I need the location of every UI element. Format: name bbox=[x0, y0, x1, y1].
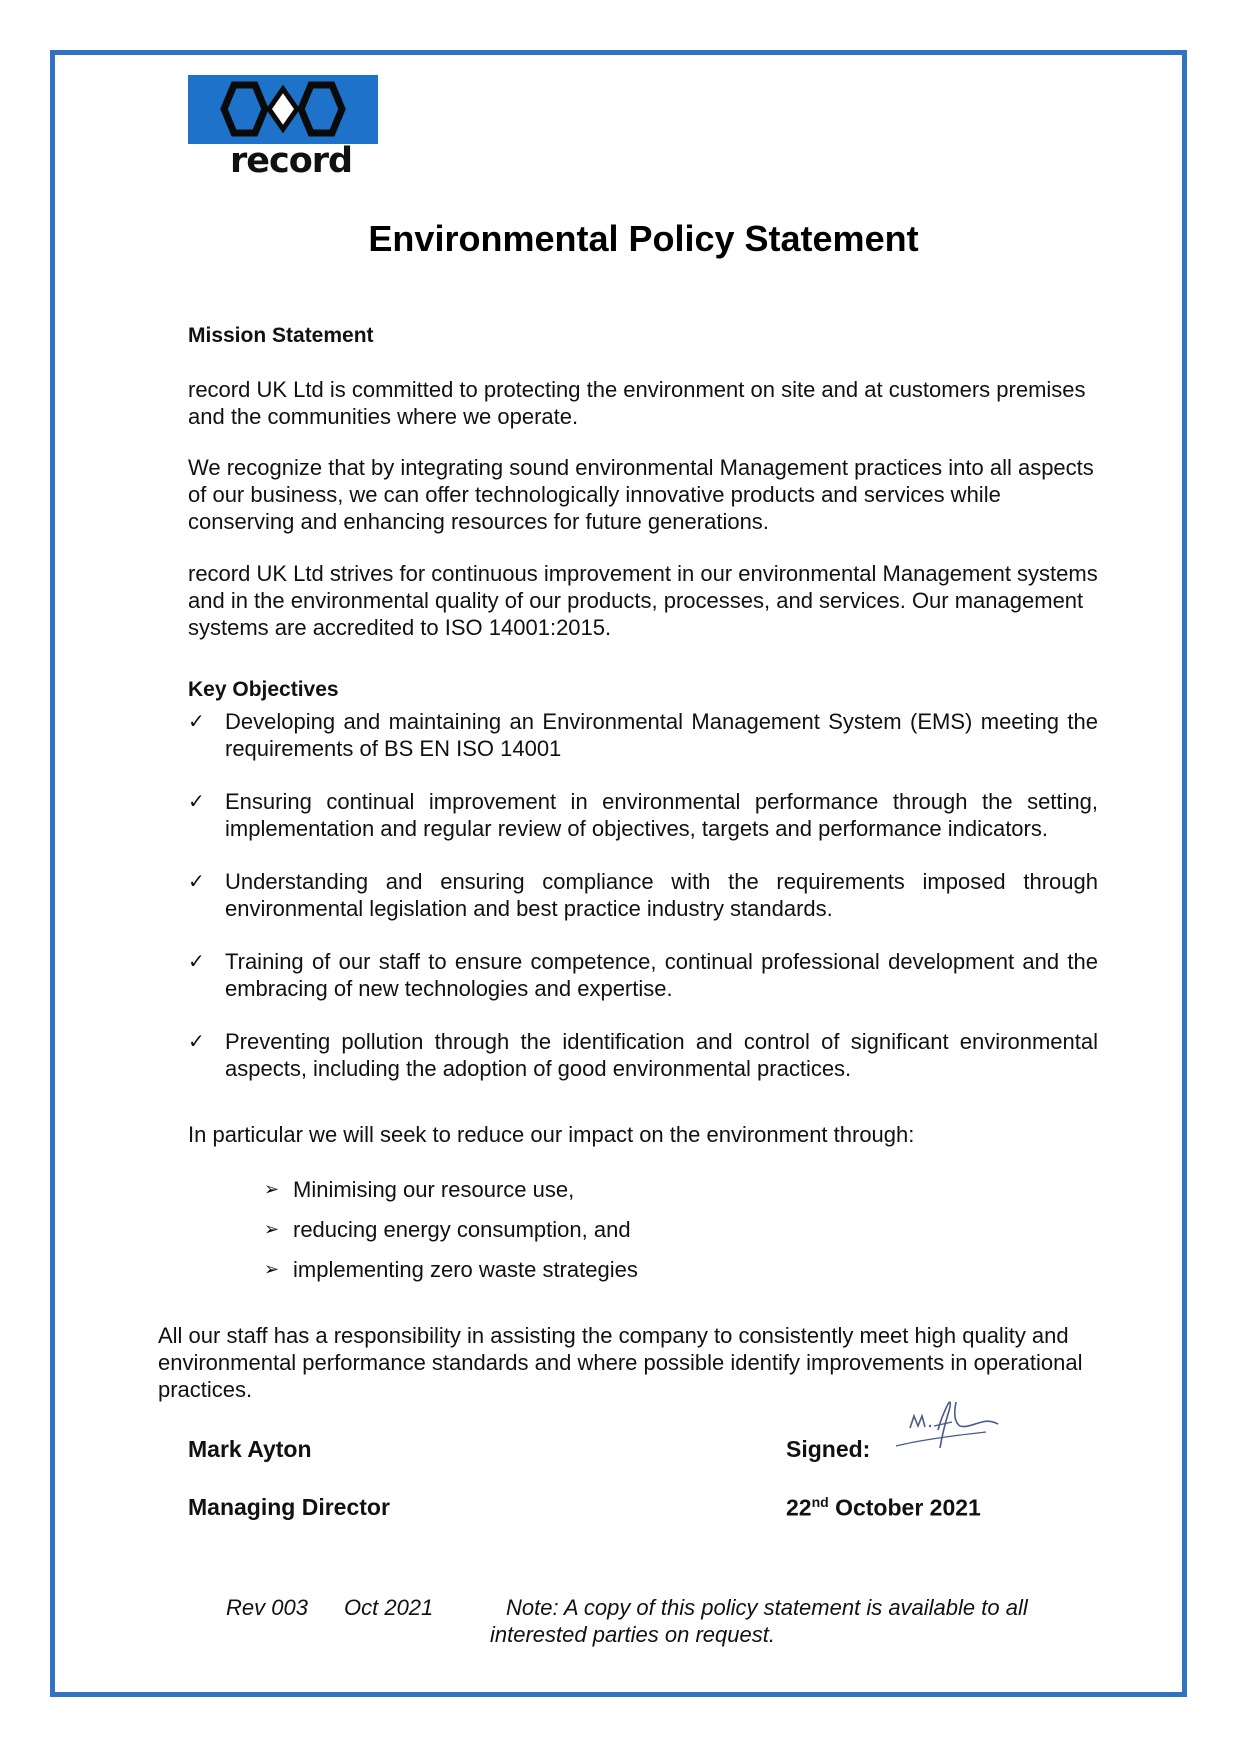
footer-date: Oct 2021 bbox=[344, 1595, 434, 1620]
mission-paragraph-1: record UK Ltd is committed to protecting the environment on site and at customers premises and the communities where we operate. bbox=[188, 377, 1086, 429]
signed-label: Signed: bbox=[786, 1436, 871, 1462]
signature-icon bbox=[890, 1392, 1010, 1462]
signatory-role: Managing Director bbox=[188, 1494, 390, 1520]
reduce-list bbox=[264, 1176, 638, 1296]
objective-text: Ensuring continual improvement in environmental performance through the setting, implementation and regular review of objectives, targets and performance indicators. bbox=[225, 789, 1098, 841]
checkmark-icon: ✓ bbox=[188, 869, 205, 893]
date-day: 22 bbox=[786, 1494, 812, 1521]
mission-heading: Mission Statement bbox=[188, 324, 374, 347]
date-suffix: nd bbox=[811, 1494, 829, 1510]
arrow-bullet-icon: ➢ bbox=[264, 1259, 280, 1280]
list-item bbox=[264, 1216, 638, 1256]
arrow-bullet-icon: ➢ bbox=[264, 1179, 280, 1200]
date-rest: October 2021 bbox=[828, 1494, 981, 1521]
list-item bbox=[188, 1028, 1098, 1082]
list-item bbox=[264, 1256, 638, 1296]
footer-revision: Rev 003 bbox=[226, 1595, 308, 1620]
record-logo bbox=[188, 75, 378, 185]
objective-text: Developing and maintaining an Environmental Management System (EMS) meeting the requirements of BS EN ISO 14001 bbox=[225, 709, 1098, 761]
list-item bbox=[188, 948, 1098, 1002]
logo-wordmark: record bbox=[230, 141, 353, 181]
signature-date bbox=[786, 1494, 981, 1522]
objective-text: Training of our staff to ensure competence, continual professional development and the embracing of new technologies and expertise. bbox=[225, 949, 1098, 1001]
objectives-heading: Key Objectives bbox=[188, 678, 339, 701]
checkmark-icon: ✓ bbox=[188, 949, 205, 973]
list-item bbox=[188, 788, 1098, 842]
signatory-name: Mark Ayton bbox=[188, 1436, 312, 1462]
page-title: Environmental Policy Statement bbox=[368, 218, 919, 259]
arrow-bullet-icon: ➢ bbox=[264, 1219, 280, 1240]
reduce-text: implementing zero waste strategies bbox=[293, 1257, 638, 1282]
list-item bbox=[188, 708, 1098, 762]
logo-hexagon-icon bbox=[188, 75, 378, 144]
checkmark-icon: ✓ bbox=[188, 709, 205, 733]
objectives-list bbox=[188, 708, 1098, 1108]
footer-note-line-1: Note: A copy of this policy statement is available to all bbox=[506, 1595, 1028, 1620]
mission-paragraph-2: We recognize that by integrating sound environmental Management practices into all aspects of our business, we can offer technologically innovative products and services while conserving and enhancing resources for future generations. bbox=[188, 455, 1094, 534]
mission-paragraph-3: record UK Ltd strives for continuous improvement in our environmental Management systems and in the environmental quality of our products, processes, and services. Our management systems are accredited to ISO 14001:2015. bbox=[188, 561, 1098, 640]
objective-text: Preventing pollution through the identification and control of significant environmental aspects, including the adoption of good environmental practices. bbox=[225, 1029, 1098, 1081]
list-item bbox=[188, 868, 1098, 922]
footer-note-line-2: interested parties on request. bbox=[490, 1622, 775, 1647]
reduce-text: Minimising our resource use, bbox=[293, 1177, 575, 1202]
reduce-text: reducing energy consumption, and bbox=[293, 1217, 631, 1242]
staff-statement: All our staff has a responsibility in assisting the company to consistently meet high quality and environmental performance standards and where possible identify improvements in operational practices. bbox=[158, 1323, 1083, 1402]
checkmark-icon: ✓ bbox=[188, 789, 205, 813]
checkmark-icon: ✓ bbox=[188, 1029, 205, 1053]
list-item bbox=[264, 1176, 638, 1216]
objective-text: Understanding and ensuring compliance with the requirements imposed through environmental legislation and best practice industry standards. bbox=[225, 869, 1098, 921]
reduce-intro: In particular we will seek to reduce our impact on the environment through: bbox=[188, 1122, 915, 1147]
